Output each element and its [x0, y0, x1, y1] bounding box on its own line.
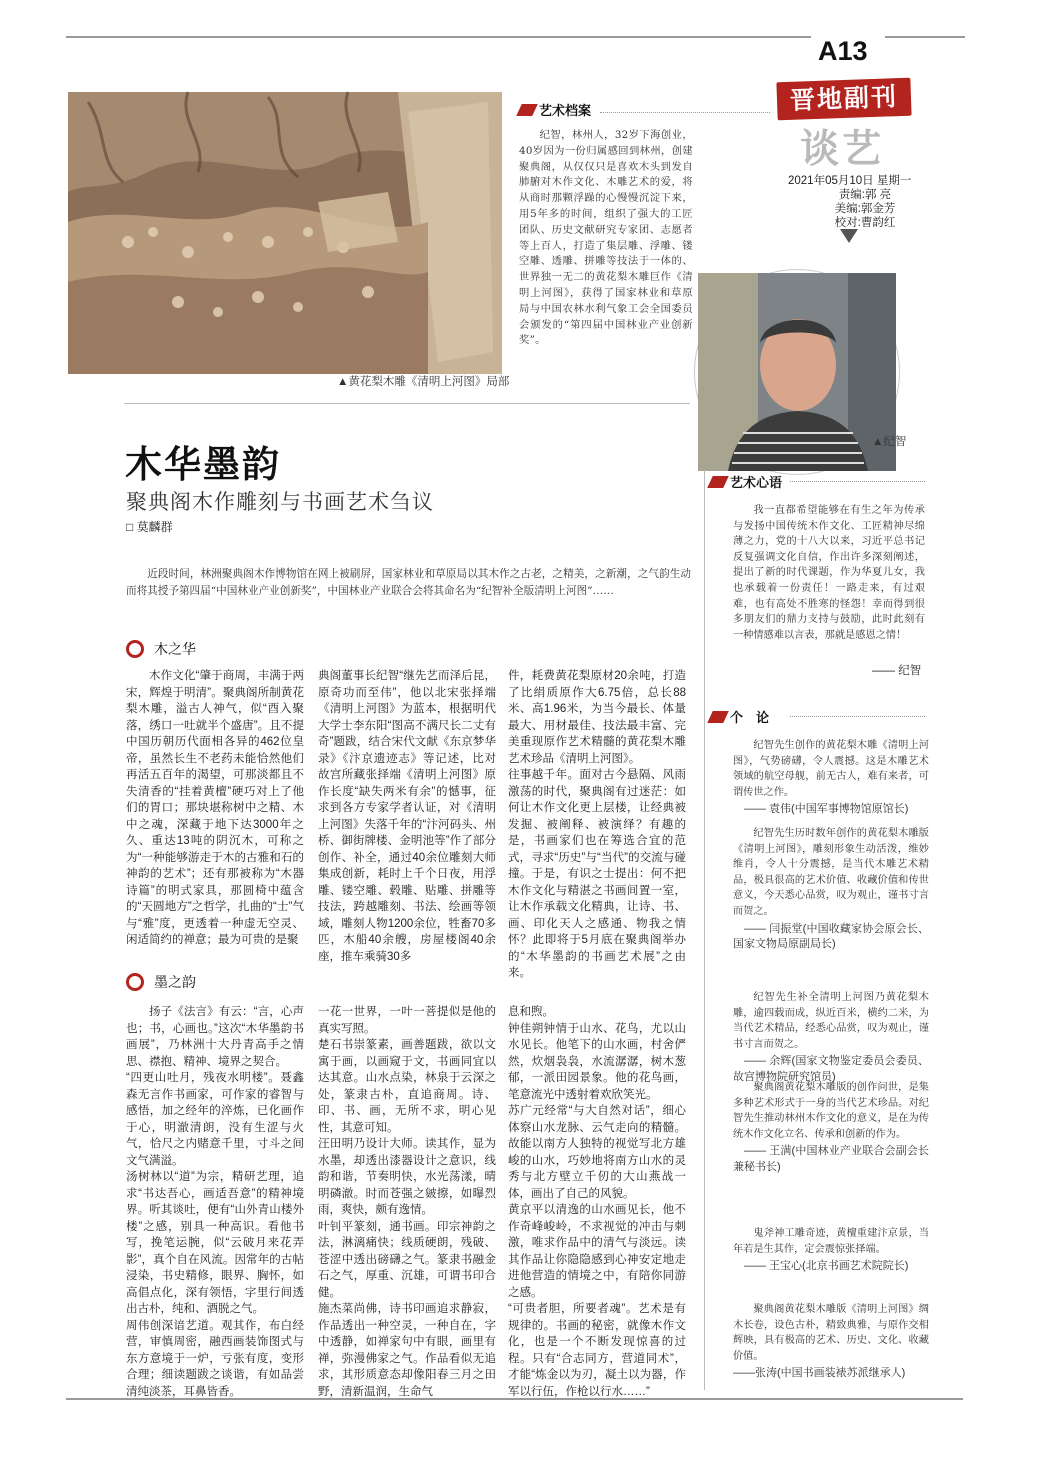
section-heading-ink [126, 972, 196, 992]
section-heading-wood [126, 639, 196, 659]
top-rule-right [885, 36, 965, 38]
review-text: 鬼斧神工雕奇迹，黄檀重建汴京景，当年若是生其作，定会震惊张择端。 [733, 1228, 929, 1255]
ink-column-1: 扬子《法言》有云：“言，心声也；书，心画也。”这次“木华墨韵书画展”，乃林洲十大丹青高手之情思、襟抱、精神、境界之契合。 “四更山吐月，残夜水明楼”。聂鑫森无言作书画家，可作家的睿智与感悟，加之经年的淬炼，已化画作于心，明澈清朗，没有生涩与火气，恰尺之内赌意千里，寸斗之间文气满溢。 汤树林以“道”为宗，精研艺理，追求“书达吾心，画适吾意”的精神境界。听其谈吐，便有“山外青山楼外楼”之感，别具一种高识。看他书写，挽笔运腕，似“云破月来花弄影”，真个自在风流。因常年的古帖浸染，书史精修，眼界、胸怀，如高倡点化，深有领悟，字里行间透出古朴，纯和、酒脱之气。 周伟创深谙艺道。观其作，布白经营，审慎周密，融西画装饰图式与东方意境于一炉，亏张有度，变形合理；细读题跋之谈谐，有如品尝清纯淡茶，耳鼻皆香。 [126, 1006, 304, 1398]
review-3 [733, 990, 929, 1086]
page-number: A13 [818, 36, 868, 66]
article-title: 木华墨韵 [125, 443, 281, 486]
tag-artist-words-label: 艺术心语 [730, 475, 783, 490]
pin-marker-icon [840, 229, 858, 243]
wood-column-2: 典阁董事长纪智“继先艺而泽后昆，原奇功而至伟”，他以北宋张择端《清明上河图》为蓝本，根据明代大学士李东阳“图高不满尺长二丈有奇”题跋，结合宋代文献《东京梦华录》《汴京遗迹志》等记述，比对故宫所藏张择端《清明上河图》原作长度“缺失两米有余”的憾事，征求到各方专家学者认证，对《清明上河图》失落千年的“汴河码头、州桥、御街牌楼、金明池等”作了部分创作、补全，通过40余位雕刻大师集成创新，耗时上千个日夜，用浮雕、镂空雕、毂雕、贴雕、拼雕等技法，跨越雕刻、书法、绘画等领域，雕刻人物1200余位，牲畜70多匹，木船40余艘，房屋楼阁40余座，推车乘骑30多 [318, 670, 496, 963]
review-5 [733, 1226, 929, 1275]
wood-column-1: 木作文化“肇于商周，丰满于两宋，辉煌于明清”。聚典阁所制黄花梨木雕，溢古人神气，似“酉入聚落，绣口一吐就半个盛唐”。且不提中国历朝历代面相各异的462位皇帝，虽然长生不老药未能恰然他们再活五百年的渴望，可那淡都且不失清香的“挂着黄檀”硬巧对上了他们的胃口；那块堪称树中之精、木中之魂，深藏于地下达3000年之久、重达13吨的阴沉木，可称之为“一种能够游走于木的古雅和石的神韵的艺术”；还有那被称为“木器诗篇”的明式家具，那圆椅中蕴含的“天圆地方”之哲学，扎曲的“士”气与“雅”度，更透着一种虚无空灵、闲适简约的禅意；最为可贵的是聚 [126, 670, 304, 946]
review-text: 聚典阁黄花梨木雕版的创作问世，是集多种艺术形式于一身的当代艺术珍品。对纪智先生推动林州木作文化的意义，是在为传统木作文化立名、传承和创新的作为。 [733, 1082, 929, 1140]
review-author: —— 袁伟(中国军事博物馆原馆长) [744, 803, 909, 816]
article-byline: □ 莫麟群 [126, 520, 173, 534]
wood-column-3: 件，耗费黄花梨原材20余吨，打造了比绢质原作大6.75倍，总长88米、高1.96米，为当今最长、体量最大、用材最佳、技法最丰富、完美重现原作艺术精髓的黄花梨木雕艺术珍品《清明上河图》。 往事越千年。面对古今悬隔、风雨激荡的时代，聚典阁有过迷茫：如何让木作文化更上层楼，让经典被发掘、被阐释、被演绎？有趣的是，书画家们也在筹选合宜的范式，寻求“历史”与“当代”的交流与碰撞。于是，有识之士提出：何不把木作文化与精湛之书画间置一室，让木作承载文化精典，让诗、书、画、印化天人之感通、物我之情怀？此即将于5月底在聚典阁举办的“木华墨韵的书画艺术展”之由来。 [508, 670, 686, 979]
proofreader-line: 校对:曹韵红 [834, 217, 896, 229]
review-text: 聚典阁黄花梨木雕版《清明上河图》绸木长卷，设色古朴，精致典雅，与原作交相辉映，具有极高的艺术、历史、文化、收藏价值。 [733, 1304, 929, 1362]
review-4 [733, 1080, 929, 1176]
tag-reviews [710, 707, 769, 726]
supplement-stamp: 晋地副刊 [776, 78, 911, 121]
review-1 [733, 738, 929, 818]
tag-artist-words [710, 472, 782, 491]
ribbon-icon [707, 476, 729, 488]
ring-icon [126, 640, 144, 658]
artist-portrait [695, 270, 899, 474]
art-editor-line: 美编:郭金芳 [834, 203, 896, 215]
artist-words-text [733, 503, 925, 643]
tag-reviews-label: 个 论 [730, 710, 770, 725]
review-author: —— 余辉(国家文物鉴定委员会委员、故宫博物院研究馆员) [733, 1055, 929, 1083]
photo-caption: ▲黄花梨木雕《清明上河图》局部 [337, 376, 510, 388]
portrait-caption: ▲纪智 [872, 436, 907, 448]
carving-photo [68, 92, 502, 374]
section-heading-ink-label: 墨之韵 [154, 974, 196, 990]
ribbon-icon [516, 104, 538, 116]
article-subtitle: 聚典阁木作雕刻与书画艺术刍议 [126, 491, 434, 514]
review-text: 纪智先生历时数年创作的黄花梨木雕版《清明上河图》，雕刻形象生动活泼，维妙维肖，令人十分震撼，是当代木雕艺术精品，极具很高的艺术价值、收藏价值和传世意义，今天悉心品赏，叹为观止，谨书寸言而贺之。 [733, 828, 929, 917]
article-lead: 近段时间，林洲聚典阁木作博物馆在网上被刷屏，国家林业和草原局以其木作之古老，之精美，之新潮，之气韵生动而将其授予第四届“中国林业产业创新奖”，中国林业产业联合会将其命名为“纪智补全版清明上河图”…… [126, 568, 691, 597]
top-rule [66, 36, 811, 38]
artist-words-signature: —— 纪智 [872, 665, 922, 677]
carving-illustration [68, 92, 502, 374]
issue-date: 2021年05月10日 星期一 [788, 175, 912, 187]
column-separator [704, 470, 705, 1390]
reviews-divider [790, 716, 925, 717]
issue-meta [780, 174, 950, 230]
review-author: ——张涛(中国书画装裱苏派继承人) [733, 1367, 906, 1380]
artist-words-paragraph: 我一直都希望能够在有生之年为传承与发扬中国传统木作文化、工匠精神尽绵薄之力，党的十八大以来，习近平总书记反复强调文化自信，作出许多深刻阐述，提出了新的时代课题，作为华夏儿女，我也承载着一份责任！一路走来，有过艰难，也有高处不胜寒的怪怨！幸而得到很多朋友们的鼎力支持与鼓励，此时此刻有一种情感难以言表，那就是感恩之情！ [733, 505, 925, 641]
ink-column-2: 一花一世界，一叶一菩提似是他的真实写照。 楚石书崇篆素，画善题跋，欲以文寓于画，以画窥于文，书画同宜以达其意。山水点染，林泉于云深之处，篆隶古朴，直追商周。诗、印、书、画，无所不求，明心见性，其意可知。 汪田明乃设计大师。读其作，显为水墨，却透出漆器设计之意识，线韵和谐，节奏明快，水光荡漾，晴明磷澈。时而苍强之皴擦，如曝烈雨，爽快，颇有逸情。 叶钊平篆刻，通书画。印宗神韵之法，淋漓痛快；线质硬朗，残破、苍涩中透出磅礴之气。篆隶书融金石之气，厚重、沉雄，可谓书印合健。 施杰菜尚佛，诗书印画追求静寂，作品透出一种空灵，一种自在，字中透静，如禅家句中有眼，画里有禅，弥漫佛家之气。作品看似无追求，其形质意态却像阳春三月之田野，清新温润，生命气 [318, 1006, 496, 1398]
review-text: 纪智先生补全清明上河图乃黄花梨木雕，逾四载而成，纵近百米，横约二米，为当代艺术精品，经悉心品赏，叹为观止，谨书寸言而贺之。 [733, 992, 929, 1050]
ribbon-icon [707, 711, 729, 723]
editor-line: 责编:郭 亮 [838, 189, 892, 201]
section-heading-wood-label: 木之华 [154, 641, 196, 657]
title-rule [124, 403, 690, 404]
profile-divider [600, 112, 770, 113]
review-text: 纪智先生创作的黄花梨木雕《清明上河图》，气势磅礴，令人震撼。这是木雕艺术领域的航空母舰，前无古人，难有来者，可谓传世之作。 [733, 740, 929, 798]
review-author: —— 闫振堂(中国收藏家协会原会长、国家文物局原副局长) [733, 922, 929, 951]
artist-words-divider [790, 481, 925, 482]
review-6 [733, 1302, 929, 1382]
profile-text: 纪智，林州人，32岁下海创业，40岁因为一份归属感回到林州，创建聚典阁，从仅仅只是喜欢木头到发自肺腑对木作文化、木雕艺术的爱，将从商时那颗浮躁的心慢慢沉淀下来，用5年多的时间，组织了强大的工匠团队、历史文献研究专家团、志愿者等上百人，打造了集层雕、浮雕、镂空雕、透雕、拼雕等技法于一体的、世界独一无二的黄花梨木雕巨作《清明上河图》，获得了国家林业和草原局与中国农林水利气象工会全国委员会颁发的“第四届中国林业产业创新奖”。 [519, 129, 693, 347]
portrait-illustration [698, 273, 896, 471]
section-title: 谈艺 [800, 126, 885, 172]
ink-column-3: 息和煦。 钟佳朔钟情于山水、花鸟，尤以山水见长。他笔下的山水画，村舍俨然，炊烟袅袅，水流潺潺，树木葱郁，一派田园景象。他的花鸟画，笔意流光中透射着欢欣笑光。 苏广元经常“与大自然对话”，细心体察山水龙脉、云气走向的精髓。故能以南方人独特的视觉写北方雄峻的山水，巧妙地将南方山水的灵秀与北方壁立千仞的大山燕战一体，画出了自己的风貌。 黄京平以清逸的山水画见长，他不作奇峰峻岭，不求视觉的冲击与刺激，唯求作品中的清气与淡远。读其作品让你隐隐感到心神安定地走进他营造的情境之中，有陪你同游之感。 “可贵者胆，所要者魂”。艺术是有规律的。书画的秘密，就像木作文化，也是一个不断发现惊喜的过程。只有“合志同方，营道同术”，才能“炼金以为刃，凝土以为器，作军以行伍，作枪以行水……” [508, 1006, 686, 1398]
review-author: —— 王宝心(北京书画艺术院院长) [744, 1260, 909, 1273]
tag-profile-label: 艺术档案 [539, 103, 592, 118]
review-2 [733, 826, 929, 953]
review-author: —— 王满(中国林业产业联合会副会长兼秘书长) [733, 1145, 929, 1173]
ring-icon [126, 973, 144, 991]
tag-profile [519, 100, 591, 119]
